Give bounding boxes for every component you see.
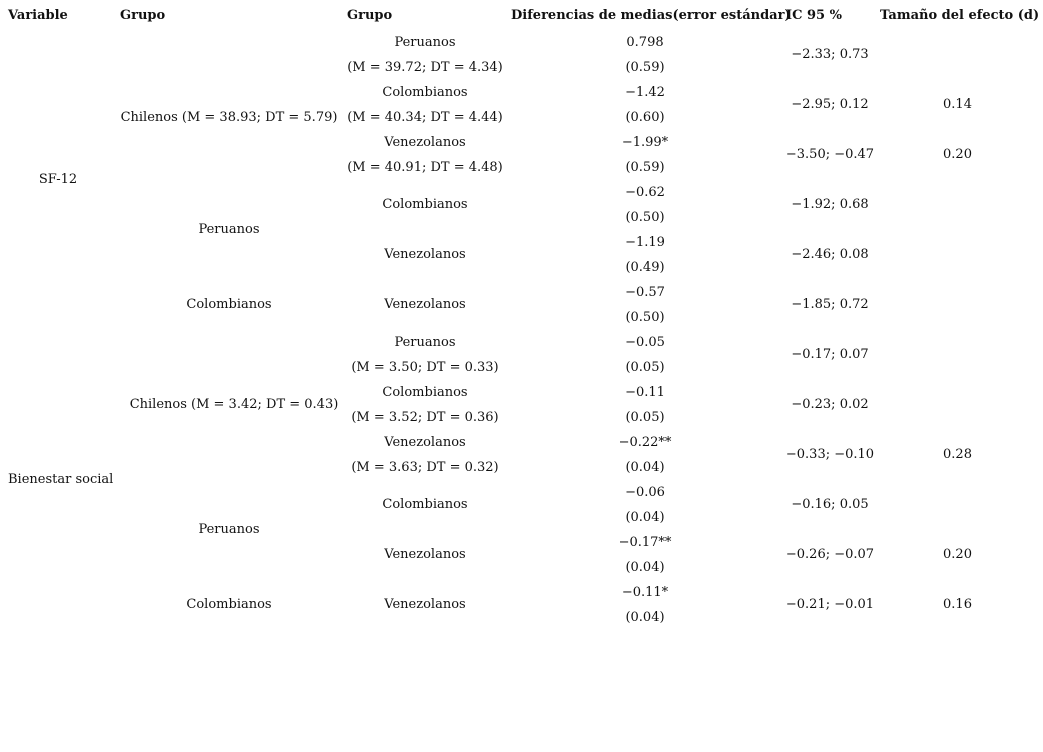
- standard-error: (0.50): [625, 310, 665, 325]
- mean-difference: −0.62: [625, 185, 665, 200]
- grupo1-chilenos-sf12: Chilenos (M = 38.93; DT = 5.79): [120, 110, 338, 125]
- grupo2-label: Colombianos: [382, 497, 468, 512]
- mean-difference: −1.99*: [621, 135, 669, 150]
- grupo2-stats: (M = 40.91; DT = 4.48): [347, 160, 503, 175]
- ci-95: −0.26; −0.07: [785, 547, 875, 562]
- effect-size: 0.14: [943, 97, 972, 112]
- ci-95: −3.50; −0.47: [785, 147, 875, 162]
- mean-difference: −1.19: [625, 235, 665, 250]
- grupo2-label: Colombianos: [382, 85, 468, 100]
- grupo2-label: Venezolanos: [384, 435, 466, 450]
- grupo1-peruanos-bienestar: Peruanos: [198, 522, 260, 537]
- header-tamano-efecto: Tamaño del efecto (d): [880, 8, 1040, 23]
- grupo2-label: Peruanos: [394, 35, 456, 50]
- grupo2-label: Colombianos: [382, 197, 468, 212]
- standard-error: (0.60): [625, 110, 665, 125]
- mean-difference: −0.06: [625, 485, 665, 500]
- effect-size: 0.28: [943, 447, 972, 462]
- mean-difference: −0.17**: [618, 535, 672, 550]
- standard-error: (0.50): [625, 210, 665, 225]
- grupo2-stats: (M = 39.72; DT = 4.34): [347, 60, 503, 75]
- mean-difference: −0.22**: [618, 435, 672, 450]
- mean-difference: −0.57: [625, 285, 665, 300]
- standard-error: (0.49): [625, 260, 665, 275]
- mean-difference: −1.42: [625, 85, 665, 100]
- standard-error: (0.59): [625, 60, 665, 75]
- grupo2-stats: (M = 3.50; DT = 0.33): [351, 360, 499, 375]
- header-ic95: IC 95 %: [786, 8, 842, 23]
- grupo2-label: Colombianos: [382, 385, 468, 400]
- grupo2-label: Venezolanos: [384, 297, 466, 312]
- standard-error: (0.04): [625, 510, 665, 525]
- standard-error: (0.04): [625, 560, 665, 575]
- effect-size: 0.16: [943, 597, 972, 612]
- grupo2-stats: (M = 3.52; DT = 0.36): [351, 410, 499, 425]
- ci-95: −1.85; 0.72: [791, 297, 869, 312]
- standard-error: (0.59): [625, 160, 665, 175]
- grupo1-chilenos-bienestar: Chilenos (M = 3.42; DT = 0.43): [129, 397, 339, 412]
- ci-95: −2.95; 0.12: [791, 97, 869, 112]
- effect-size: 0.20: [943, 547, 972, 562]
- grupo2-stats: (M = 40.34; DT = 4.44): [347, 110, 503, 125]
- variable-sf12: SF-12: [38, 172, 78, 187]
- standard-error: (0.04): [625, 610, 665, 625]
- ci-95: −2.46; 0.08: [791, 247, 869, 262]
- grupo2-label: Venezolanos: [384, 597, 466, 612]
- standard-error: (0.04): [625, 460, 665, 475]
- grupo1-peruanos-sf12: Peruanos: [198, 222, 260, 237]
- grupo2-label: Peruanos: [394, 335, 456, 350]
- variable-bienestar-social: Bienestar social: [8, 472, 114, 487]
- header-diferencias: Diferencias de medias(error estándar): [511, 8, 791, 23]
- grupo1-colombianos-sf12: Colombianos: [186, 297, 272, 312]
- ci-95: −0.33; −0.10: [785, 447, 875, 462]
- grupo1-colombianos-bienestar: Colombianos: [186, 597, 272, 612]
- effect-size: 0.20: [943, 147, 972, 162]
- grupo2-label: Venezolanos: [384, 547, 466, 562]
- header-variable: Variable: [8, 8, 68, 23]
- header-grupo-2: Grupo: [347, 8, 393, 23]
- grupo2-stats: (M = 3.63; DT = 0.32): [351, 460, 499, 475]
- ci-95: −0.17; 0.07: [791, 347, 869, 362]
- header-grupo-1: Grupo: [120, 8, 166, 23]
- ci-95: −2.33; 0.73: [791, 47, 869, 62]
- standard-error: (0.05): [625, 360, 665, 375]
- grupo2-label: Venezolanos: [384, 135, 466, 150]
- grupo2-label: Venezolanos: [384, 247, 466, 262]
- ci-95: −0.23; 0.02: [791, 397, 869, 412]
- mean-difference: −0.11: [625, 385, 665, 400]
- mean-difference: −0.05: [625, 335, 665, 350]
- ci-95: −0.16; 0.05: [791, 497, 869, 512]
- standard-error: (0.05): [625, 410, 665, 425]
- mean-difference: −0.11*: [621, 585, 669, 600]
- ci-95: −1.92; 0.68: [791, 197, 869, 212]
- ci-95: −0.21; −0.01: [785, 597, 875, 612]
- mean-difference: 0.798: [626, 35, 664, 50]
